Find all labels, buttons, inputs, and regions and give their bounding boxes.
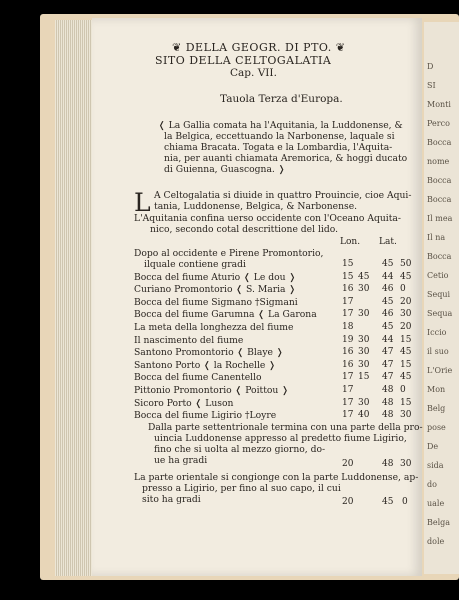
place-name: Pittonio Promontorio ❬ Poittou ❭ <box>134 385 289 396</box>
lon-degrees: 16 <box>342 347 354 358</box>
lat-degrees: 46 <box>382 309 394 320</box>
lon-degrees: 15 <box>342 271 354 282</box>
intro-line: la Belgica, eccettuando la Narbonense, laquale si <box>164 131 395 142</box>
chapter-number: Cap. VII. <box>230 67 277 79</box>
lat-degrees: 47 <box>382 359 394 370</box>
place-name: Il nascimento del fiume <box>134 334 244 346</box>
lon-degrees: 17 <box>342 397 354 408</box>
table-title: Tauola Terza d'Europa. <box>220 93 343 105</box>
lat-minutes: 20 <box>400 322 412 332</box>
intro-line: nia, per auanti chiamata Aremorica, & hoggi ducato <box>164 153 408 164</box>
running-header: ❦ DELLA GEOGR. DI PTO. ❦ <box>172 41 346 54</box>
place-name: Santono Porto ❬ la Rochelle ❭ <box>134 359 276 371</box>
lon-minutes: 45 <box>358 271 370 282</box>
lat-minutes: 15 <box>400 397 412 408</box>
lat-minutes: 30 <box>400 459 412 469</box>
place-name: Bocca del fiume Garumna ❬ La Garona <box>134 309 317 321</box>
intro-line: di Guienna, Guascogna. ❭ <box>164 164 286 175</box>
lat-degrees: 44 <box>382 271 394 282</box>
page-edges <box>55 20 95 576</box>
lon-degrees: 17 <box>342 296 354 307</box>
paragraph-line: ue ha gradi <box>154 455 208 466</box>
facing-page-fragment: De <box>427 442 439 451</box>
lat-degrees: 48 <box>382 459 394 469</box>
lon-degrees: 16 <box>342 284 354 295</box>
place-name: La meta della longhezza del fiume <box>134 322 294 333</box>
lon-degrees: 17 <box>342 309 354 320</box>
facing-page-fragment: dole <box>427 537 445 546</box>
facing-page-fragment: Bocca <box>427 176 452 185</box>
section-title: SITO DELLA CELTOGALATIA <box>155 54 332 67</box>
facing-page-fragment: Bocca <box>427 195 452 204</box>
paragraph-line: sito ha gradi <box>142 494 201 505</box>
lon-degrees: 19 <box>342 334 354 345</box>
paragraph-line: tania, Luddonense, Belgica, & Narbonense. <box>154 201 358 212</box>
facing-page-fragment: Cetio <box>427 271 449 280</box>
lon-minutes: 30 <box>358 334 370 345</box>
facing-page-fragment: Belg <box>427 404 446 413</box>
facing-page-fragment: pose <box>427 423 446 432</box>
facing-page-fragment: sida <box>427 461 444 470</box>
lat-minutes: 30 <box>400 309 412 320</box>
paragraph-line: A Celtogalatia si diuide in quattro Prouincie, cioe Aqui- <box>154 190 412 201</box>
lat-degrees: 45 <box>382 322 394 332</box>
place-name: Santono Promontorio ❬ Blaye ❭ <box>134 347 284 359</box>
lat-degrees: 47 <box>382 372 394 383</box>
facing-page-fragment: Sequa <box>427 309 453 318</box>
paragraph-line: La parte orientale si congionge con la parte Luddonense, ap- <box>134 472 419 483</box>
lon-minutes: 30 <box>358 359 370 370</box>
lon-degrees: 15 <box>342 259 354 269</box>
place-name: Bocca del fiume Sigmano †Sigmani <box>134 296 298 308</box>
place-name: Curiano Promontorio ❬ S. Maria ❭ <box>134 284 297 296</box>
lat-minutes: 0 <box>400 385 406 395</box>
lat-minutes: 30 <box>400 410 412 421</box>
lat-degrees: 46 <box>382 284 394 295</box>
facing-page-fragment: D <box>427 62 434 71</box>
facing-page-fragment: Iccio <box>427 328 447 337</box>
facing-page-fragment: Sequi <box>427 290 451 299</box>
paragraph-line: uincia Luddonense appresso al predetto fiume Ligirio, <box>154 433 407 444</box>
lon-degrees: 17 <box>342 410 354 421</box>
lon-degrees: 17 <box>342 385 354 395</box>
lat-minutes: 0 <box>402 497 408 507</box>
intro-line: ❬ La Gallia comata ha l'Aquitania, la Luddonense, & <box>158 120 403 131</box>
book-page <box>92 18 422 576</box>
paragraph-line: fino che si uolta al mezzo giorno, do- <box>154 444 326 455</box>
lon-minutes: 30 <box>358 309 370 320</box>
lat-degrees: 45 <box>382 259 394 269</box>
lon-minutes: 40 <box>358 410 370 421</box>
lon-minutes: 30 <box>358 397 370 408</box>
paragraph-line: Dalla parte settentrionale termina con una parte della pro- <box>148 422 423 433</box>
lon-degrees: 18 <box>342 322 354 332</box>
facing-page-fragment: uale <box>427 499 445 508</box>
facing-page-fragment: Monti <box>427 100 451 109</box>
lat-minutes: 50 <box>400 259 412 269</box>
lat-minutes: 0 <box>400 284 406 295</box>
place-name: Bocca del fiume Ligirio †Loyre <box>134 410 277 422</box>
lat-minutes: 45 <box>400 372 412 383</box>
paragraph-line: L'Aquitania confina uerso occidente con l'Oceano Aquita- <box>134 213 402 224</box>
lon-degrees: 20 <box>342 497 354 507</box>
facing-page <box>424 22 459 574</box>
lat-degrees: 48 <box>382 385 394 395</box>
lat-degrees: 44 <box>382 334 394 345</box>
facing-page-fragment: Mon <box>427 385 446 394</box>
lon-degrees: 17 <box>342 372 354 383</box>
paragraph-line: nico, secondo cotal descrittione del lido. <box>150 224 339 235</box>
facing-page-fragment: Il na <box>427 233 446 242</box>
place-name: Bocca del fiume Canentello <box>134 372 262 384</box>
lat-degrees: 47 <box>382 347 394 358</box>
lat-minutes: 20 <box>400 296 412 307</box>
lat-degrees: 48 <box>382 397 394 408</box>
lon-degrees: 20 <box>342 459 354 469</box>
facing-page-fragment: Bocca <box>427 138 452 147</box>
place-name-continued: ilquale contiene gradi <box>144 259 246 270</box>
lon-degrees: 16 <box>342 359 354 370</box>
place-name: Dopo al occidente e Pirene Promontorio, <box>134 248 324 259</box>
lat-degrees: 48 <box>382 410 394 421</box>
facing-page-fragment: Perco <box>427 119 450 128</box>
lat-minutes: 45 <box>400 347 412 358</box>
lat-degrees: 45 <box>382 497 394 507</box>
facing-page-fragment: nome <box>427 157 450 166</box>
facing-page-fragment: SI <box>427 81 436 90</box>
lat-minutes: 15 <box>400 359 412 370</box>
lat-degrees: 45 <box>382 296 394 307</box>
facing-page-fragment: Bocca <box>427 252 452 261</box>
lon-minutes: 15 <box>358 372 370 383</box>
facing-page-fragment: do <box>427 480 437 489</box>
drop-cap: L <box>134 188 151 217</box>
facing-page-fragment: Il mea <box>427 214 453 223</box>
facing-page-fragment: L'Orie <box>427 366 453 375</box>
lat-minutes: 15 <box>400 334 412 345</box>
intro-line: chiama Bracata. Togata e la Lombardia, l'Aquita- <box>164 142 393 153</box>
place-name: Sicoro Porto ❬ Luson <box>134 397 234 409</box>
column-header-lat: Lat. <box>379 237 397 247</box>
lat-minutes: 45 <box>400 271 412 282</box>
facing-page-fragment: Belga <box>427 518 451 527</box>
lon-minutes: 30 <box>358 284 370 295</box>
column-header-lon: Lon. <box>340 237 361 247</box>
lon-minutes: 30 <box>358 347 370 358</box>
facing-page-fragment: il suo <box>427 347 449 356</box>
paragraph-line: presso a Ligirio, per fino al suo capo, il cui <box>142 483 341 494</box>
place-name: Bocca del fiume Aturio ❬ Le dou ❭ <box>134 271 297 283</box>
